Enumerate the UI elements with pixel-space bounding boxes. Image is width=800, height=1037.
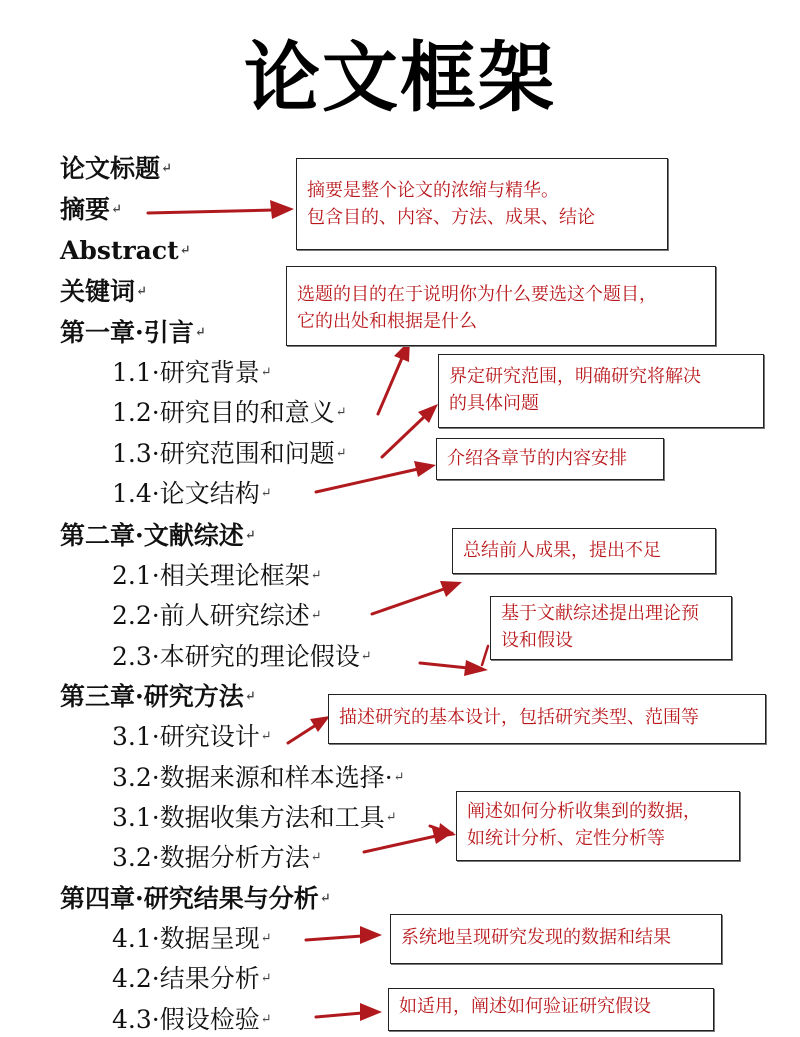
outline-item: 3.2·数据分析方法↵ — [112, 843, 322, 872]
outline-item: Abstract↵ — [60, 236, 191, 265]
note-box: 选题的目的在于说明你为什么要选这个题目， 它的出处和根据是什么 — [286, 266, 716, 346]
outline-item: 关键词↵ — [60, 277, 147, 306]
arrow-6 — [420, 660, 488, 676]
outline-item: 第三章·研究方法↵ — [60, 682, 256, 711]
outline-item: 第一章·引言↵ — [60, 318, 206, 347]
note-box: 描述研究的基本设计，包括研究类型、范围等 — [328, 694, 766, 744]
outline-item: 1.4·论文结构↵ — [112, 479, 272, 508]
outline-item: 第四章·研究结果与分析↵ — [60, 884, 331, 913]
note-box: 阐述如何分析收集到的数据， 如统计分析、定性分析等 — [456, 791, 740, 861]
outline-item: 1.3·研究范围和问题↵ — [112, 439, 347, 468]
arrow-1 — [148, 200, 294, 219]
arrow-11 — [306, 926, 382, 944]
arrow-2 — [378, 340, 410, 414]
outline-item: 3.1·数据收集方法和工具↵ — [112, 803, 397, 832]
outline-item: 4.3·假设检验↵ — [112, 1005, 272, 1034]
outline-item: 3.1·研究设计↵ — [112, 722, 272, 751]
page-title: 论文框架 — [244, 33, 556, 122]
arrow-9 — [430, 823, 456, 838]
arrow-8 — [288, 716, 330, 743]
note-box: 介绍各章节的内容安排 — [436, 438, 664, 480]
outline-item: 1.2·研究目的和意义↵ — [112, 398, 347, 427]
note-box: 如适用，阐述如何验证研究假设 — [388, 988, 714, 1031]
arrow-5 — [372, 581, 462, 614]
note-box: 基于文献综述提出理论预 设和假设 — [490, 596, 732, 660]
outline-item: 2.3·本研究的理论假设↵ — [112, 642, 372, 671]
outline-item: 3.2·数据来源和样本选择·↵ — [112, 763, 405, 792]
outline-item: 摘要↵ — [60, 195, 122, 224]
outline-item: 4.2·结果分析↵ — [112, 964, 272, 993]
note-box: 总结前人成果，提出不足 — [452, 528, 716, 574]
arrow-12 — [316, 1003, 382, 1021]
outline-item: 第二章·文献综述↵ — [60, 521, 256, 550]
note-box: 系统地呈现研究发现的数据和结果 — [390, 914, 722, 964]
note-box: 摘要是整个论文的浓缩与精华。 包含目的、内容、方法、成果、结论 — [296, 158, 668, 250]
outline-item: 1.1·研究背景↵ — [112, 358, 272, 387]
note-box: 界定研究范围，明确研究将解决 的具体问题 — [438, 354, 764, 428]
arrow-7 — [482, 646, 488, 665]
outline-item: 4.1·数据呈现↵ — [112, 924, 272, 953]
outline-item: 2.2·前人研究综述↵ — [112, 601, 322, 630]
outline-item: 2.1·相关理论框架↵ — [112, 561, 322, 590]
arrow-3 — [382, 404, 438, 457]
outline-item: 论文标题↵ — [60, 154, 172, 183]
